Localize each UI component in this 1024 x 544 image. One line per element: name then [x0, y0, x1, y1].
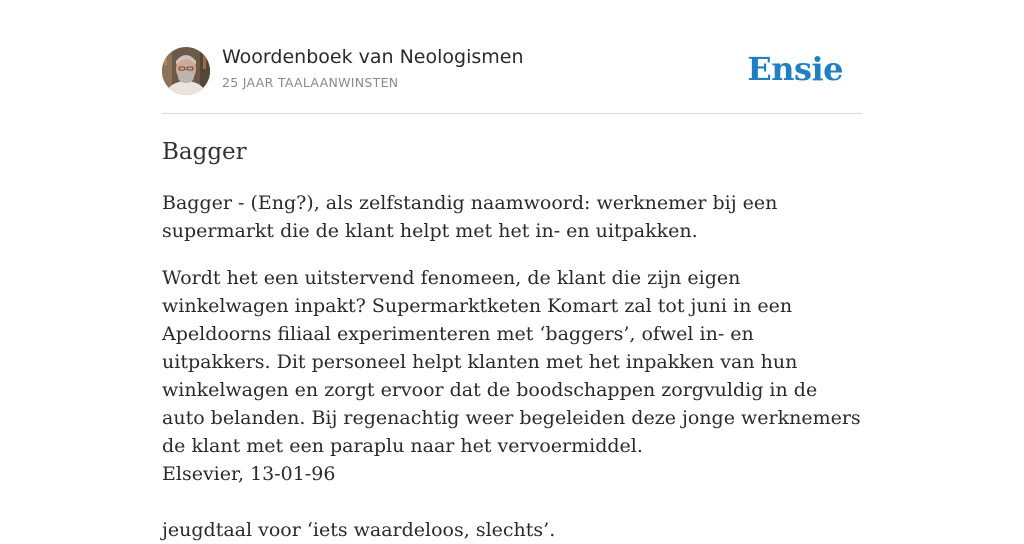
avatar[interactable]: [162, 47, 210, 95]
page: [162, 0, 862, 544]
entry-source: Elsevier, 13-01-96: [162, 463, 336, 485]
header: [162, 0, 862, 114]
entry-definition: Bagger - (Eng?), als zelfstandig naamwoord: werknemer bij een supermarkt die de klant helpt met het in- en uitpakken.: [162, 192, 778, 242]
entry-quote: Wordt het een uitstervend fenomeen, de klant die zijn eigen winkelwagen inpakt? Supermarktketen Komart zal tot juni in een Apeldoorns filiaal experimenteren met ‘baggers’, ofwel in- en uitpakkers. Dit personeel helpt klanten met het inpakken van hun winkelwagen en zorgt ervoor dat de boodschappen zorgvuldig in de auto belanden. Bij regenachtig weer begeleiden deze jonge werknemers de klant met een paraplu naar het vervoermiddel.: [162, 267, 861, 457]
entry-title: Bagger: [162, 139, 247, 165]
ensie-logo[interactable]: Ensie: [747, 50, 843, 88]
site-title[interactable]: Woordenboek van Neologismen: [222, 46, 524, 68]
site-subtitle: 25 JAAR TAALAANWINSTEN: [222, 75, 399, 90]
entry-second-meaning: jeugdtaal voor ‘iets waardeloos, slechts’.: [162, 519, 556, 541]
